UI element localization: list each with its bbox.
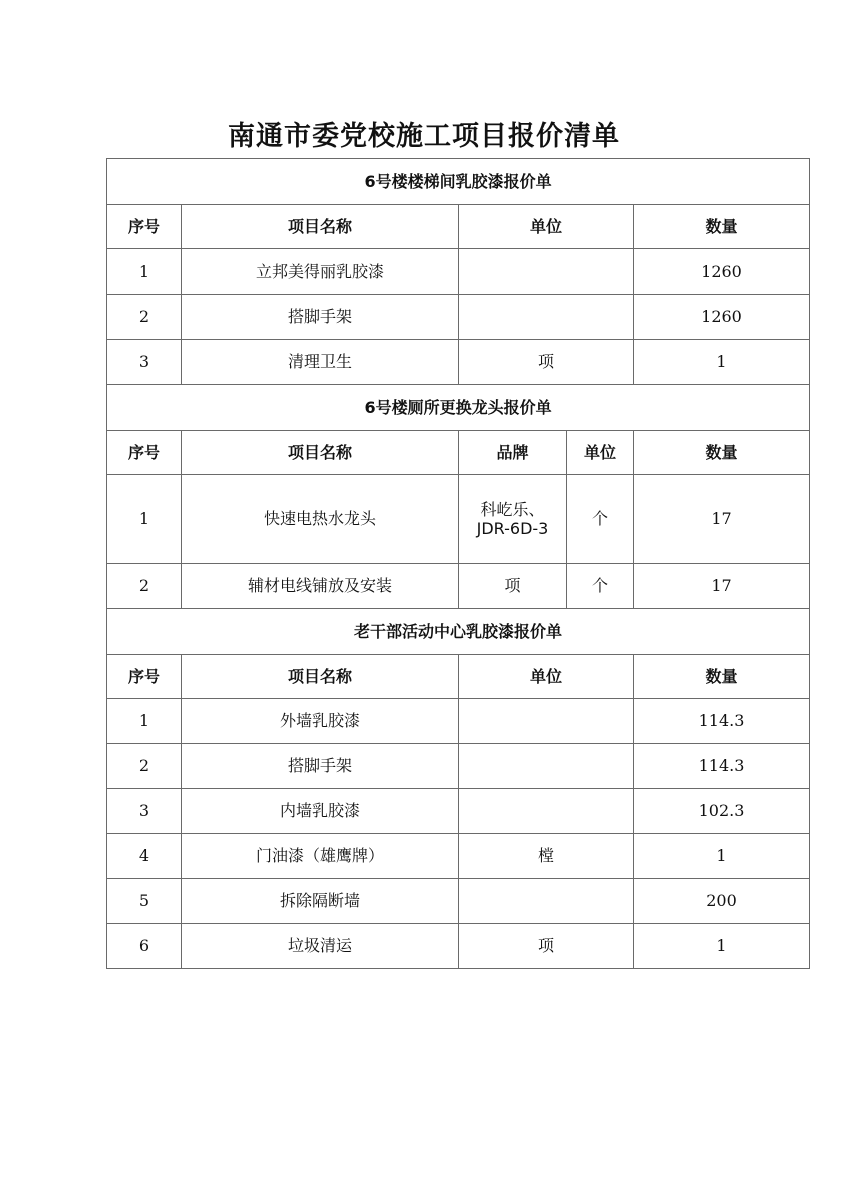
section-title-faucet-replacement: 6号楼厕所更换龙头报价单: [107, 385, 810, 431]
cell-name: 拆除隔断墙: [182, 879, 459, 924]
cell-unit: [459, 879, 634, 924]
section-header-row: [107, 385, 810, 431]
table-row: [107, 340, 810, 385]
table-row: [107, 789, 810, 834]
cell-seq: 1: [107, 699, 182, 744]
cell-qty: 114.3: [634, 699, 810, 744]
cell-name: 辅材电线铺放及安装: [182, 564, 459, 609]
quote-table: [106, 158, 810, 969]
cell-name: 搭脚手架: [182, 744, 459, 789]
header-brand: 品牌: [459, 431, 567, 475]
header-qty: 数量: [634, 655, 810, 699]
cell-unit: [459, 789, 634, 834]
cell-unit: 个: [567, 475, 634, 564]
cell-name: 内墙乳胶漆: [182, 789, 459, 834]
header-name: 项目名称: [182, 655, 459, 699]
cell-seq: 1: [107, 475, 182, 564]
table-row: [107, 249, 810, 295]
cell-qty: 17: [634, 564, 810, 609]
header-unit: 单位: [459, 655, 634, 699]
header-seq: 序号: [107, 431, 182, 475]
brand-line: 科屹乐、: [480, 499, 545, 519]
header-seq: 序号: [107, 655, 182, 699]
cell-unit: 项: [459, 924, 634, 969]
cell-name: 垃圾清运: [182, 924, 459, 969]
cell-unit: 个: [567, 564, 634, 609]
cell-qty: 1260: [634, 249, 810, 295]
cell-qty: 114.3: [634, 744, 810, 789]
cell-qty: 1: [634, 834, 810, 879]
cell-seq: 2: [107, 295, 182, 340]
cell-name: 快速电热水龙头: [182, 475, 459, 564]
header-seq: 序号: [107, 205, 182, 249]
cell-unit: 项: [459, 340, 634, 385]
section-header-row: [107, 159, 810, 205]
cell-name: 立邦美得丽乳胶漆: [182, 249, 459, 295]
cell-seq: 2: [107, 744, 182, 789]
cell-unit: [459, 699, 634, 744]
section-header-row: [107, 609, 810, 655]
page-title: 南通市委党校施工项目报价清单: [228, 121, 620, 152]
cell-seq: 1: [107, 249, 182, 295]
table-row: [107, 564, 810, 609]
table-row: [107, 475, 810, 564]
brand-line: JDR-6D-3: [476, 519, 549, 538]
table-row: [107, 879, 810, 924]
cell-qty: 200: [634, 879, 810, 924]
cell-unit: [459, 249, 634, 295]
cell-qty: 1: [634, 340, 810, 385]
cell-seq: 2: [107, 564, 182, 609]
header-unit: 单位: [459, 205, 634, 249]
cell-name: 门油漆（雄鹰牌）: [182, 834, 459, 879]
cell-brand: [459, 475, 567, 564]
table-row: [107, 834, 810, 879]
header-qty: 数量: [634, 431, 810, 475]
table-row: [107, 699, 810, 744]
header-row: [107, 205, 810, 249]
table-row: [107, 295, 810, 340]
cell-name: 外墙乳胶漆: [182, 699, 459, 744]
table-row: [107, 924, 810, 969]
header-qty: 数量: [634, 205, 810, 249]
cell-seq: 6: [107, 924, 182, 969]
section-title-activity-center-paint: 老干部活动中心乳胶漆报价单: [107, 609, 810, 655]
cell-unit: 樘: [459, 834, 634, 879]
cell-seq: 3: [107, 340, 182, 385]
cell-qty: 17: [634, 475, 810, 564]
cell-seq: 3: [107, 789, 182, 834]
section-title-stairwell-paint: 6号楼楼梯间乳胶漆报价单: [107, 159, 810, 205]
cell-brand: 项: [459, 564, 567, 609]
cell-name: 搭脚手架: [182, 295, 459, 340]
header-row: [107, 431, 810, 475]
header-name: 项目名称: [182, 431, 459, 475]
cell-qty: 1: [634, 924, 810, 969]
header-name: 项目名称: [182, 205, 459, 249]
cell-qty: 102.3: [634, 789, 810, 834]
header-unit: 单位: [567, 431, 634, 475]
cell-qty: 1260: [634, 295, 810, 340]
cell-seq: 4: [107, 834, 182, 879]
table-row: [107, 744, 810, 789]
cell-seq: 5: [107, 879, 182, 924]
header-row: [107, 655, 810, 699]
cell-unit: [459, 744, 634, 789]
cell-unit: [459, 295, 634, 340]
cell-name: 清理卫生: [182, 340, 459, 385]
